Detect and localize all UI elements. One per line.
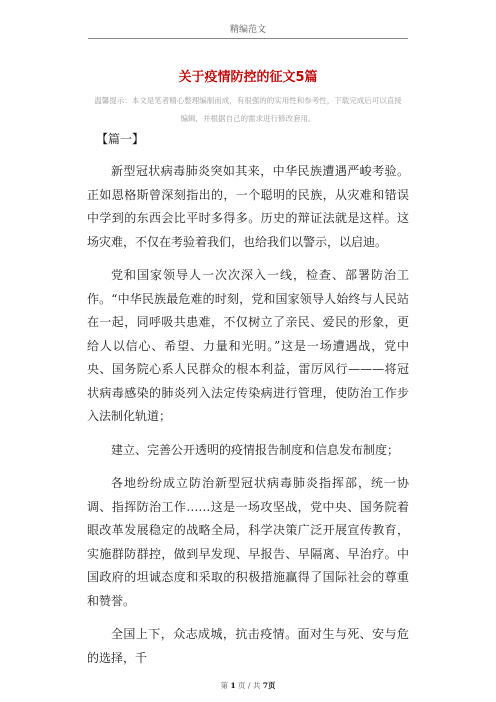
section-heading: 【篇一】 <box>96 132 145 146</box>
current-page-number: 1 <box>230 681 236 690</box>
paragraph: 全国上下，众志成城，抗击疫情。面对生与死、安与危的选择，千 <box>87 627 409 665</box>
disclaimer-note: 温馨提示：本文是笔者精心整理编制而成，有很强的的实用性和参考性，下载完成后可以直接编辑，并根据自己的需求进行修改套用。 <box>94 96 402 123</box>
total-page-number: 7 <box>262 681 268 690</box>
document-title: 关于疫情防控的征文5篇 <box>178 70 318 85</box>
paragraph: 建立、完善公开透明的疫情报告制度和信息发布制度； <box>111 442 400 457</box>
paragraph: 各地纷纷成立防治新型冠状病毒肺炎指挥部，统一协调、指挥防治工作……这是一场攻坚战，党中央、国务院着眼改革发展稳定的战略全局，科学决策广泛开展宣传教育，实施群防群控，做到早发现、早报告、早隔离、早治疗。中国政府的坦诚态度和采取的积极措施赢得了国际社会的尊重和赞誉。 <box>87 476 409 608</box>
article-body <box>87 160 409 680</box>
page-header: 精编范文 <box>229 25 266 35</box>
header-divider <box>88 38 408 39</box>
footer-middle: 页 / 共 <box>238 681 261 690</box>
page-footer <box>0 680 496 691</box>
paragraph: 党和国家领导人一次次深入一线，检查、部署防治工作。“中华民族最危难的时刻，党和国家领导人始终与人民站在一起，同呼吸共患难，不仅树立了亲民、爱民的形象，更给人以信心、希望、力量和光明。”这是一场遭遇战，党中央、国务院心系人民群众的根本利益，雷厉风行———将冠状病毒感染的肺炎列入法定传染病进行管理，使防治工作步入法制化轨道； <box>87 268 409 423</box>
paragraph: 新型冠状病毒肺炎突如其来，中华民族遭遇严峻考验。正如恩格斯曾深刻指出的，一个聪明的民族，从灾难和错误中学到的东西会比平时多得多。历史的辩证法就是这样。这场灾难，不仅在考验着我们，也给我们以警示，以启迪。 <box>87 164 409 249</box>
footer-suffix: 页 <box>267 681 276 690</box>
footer-prefix: 第 <box>220 681 229 690</box>
